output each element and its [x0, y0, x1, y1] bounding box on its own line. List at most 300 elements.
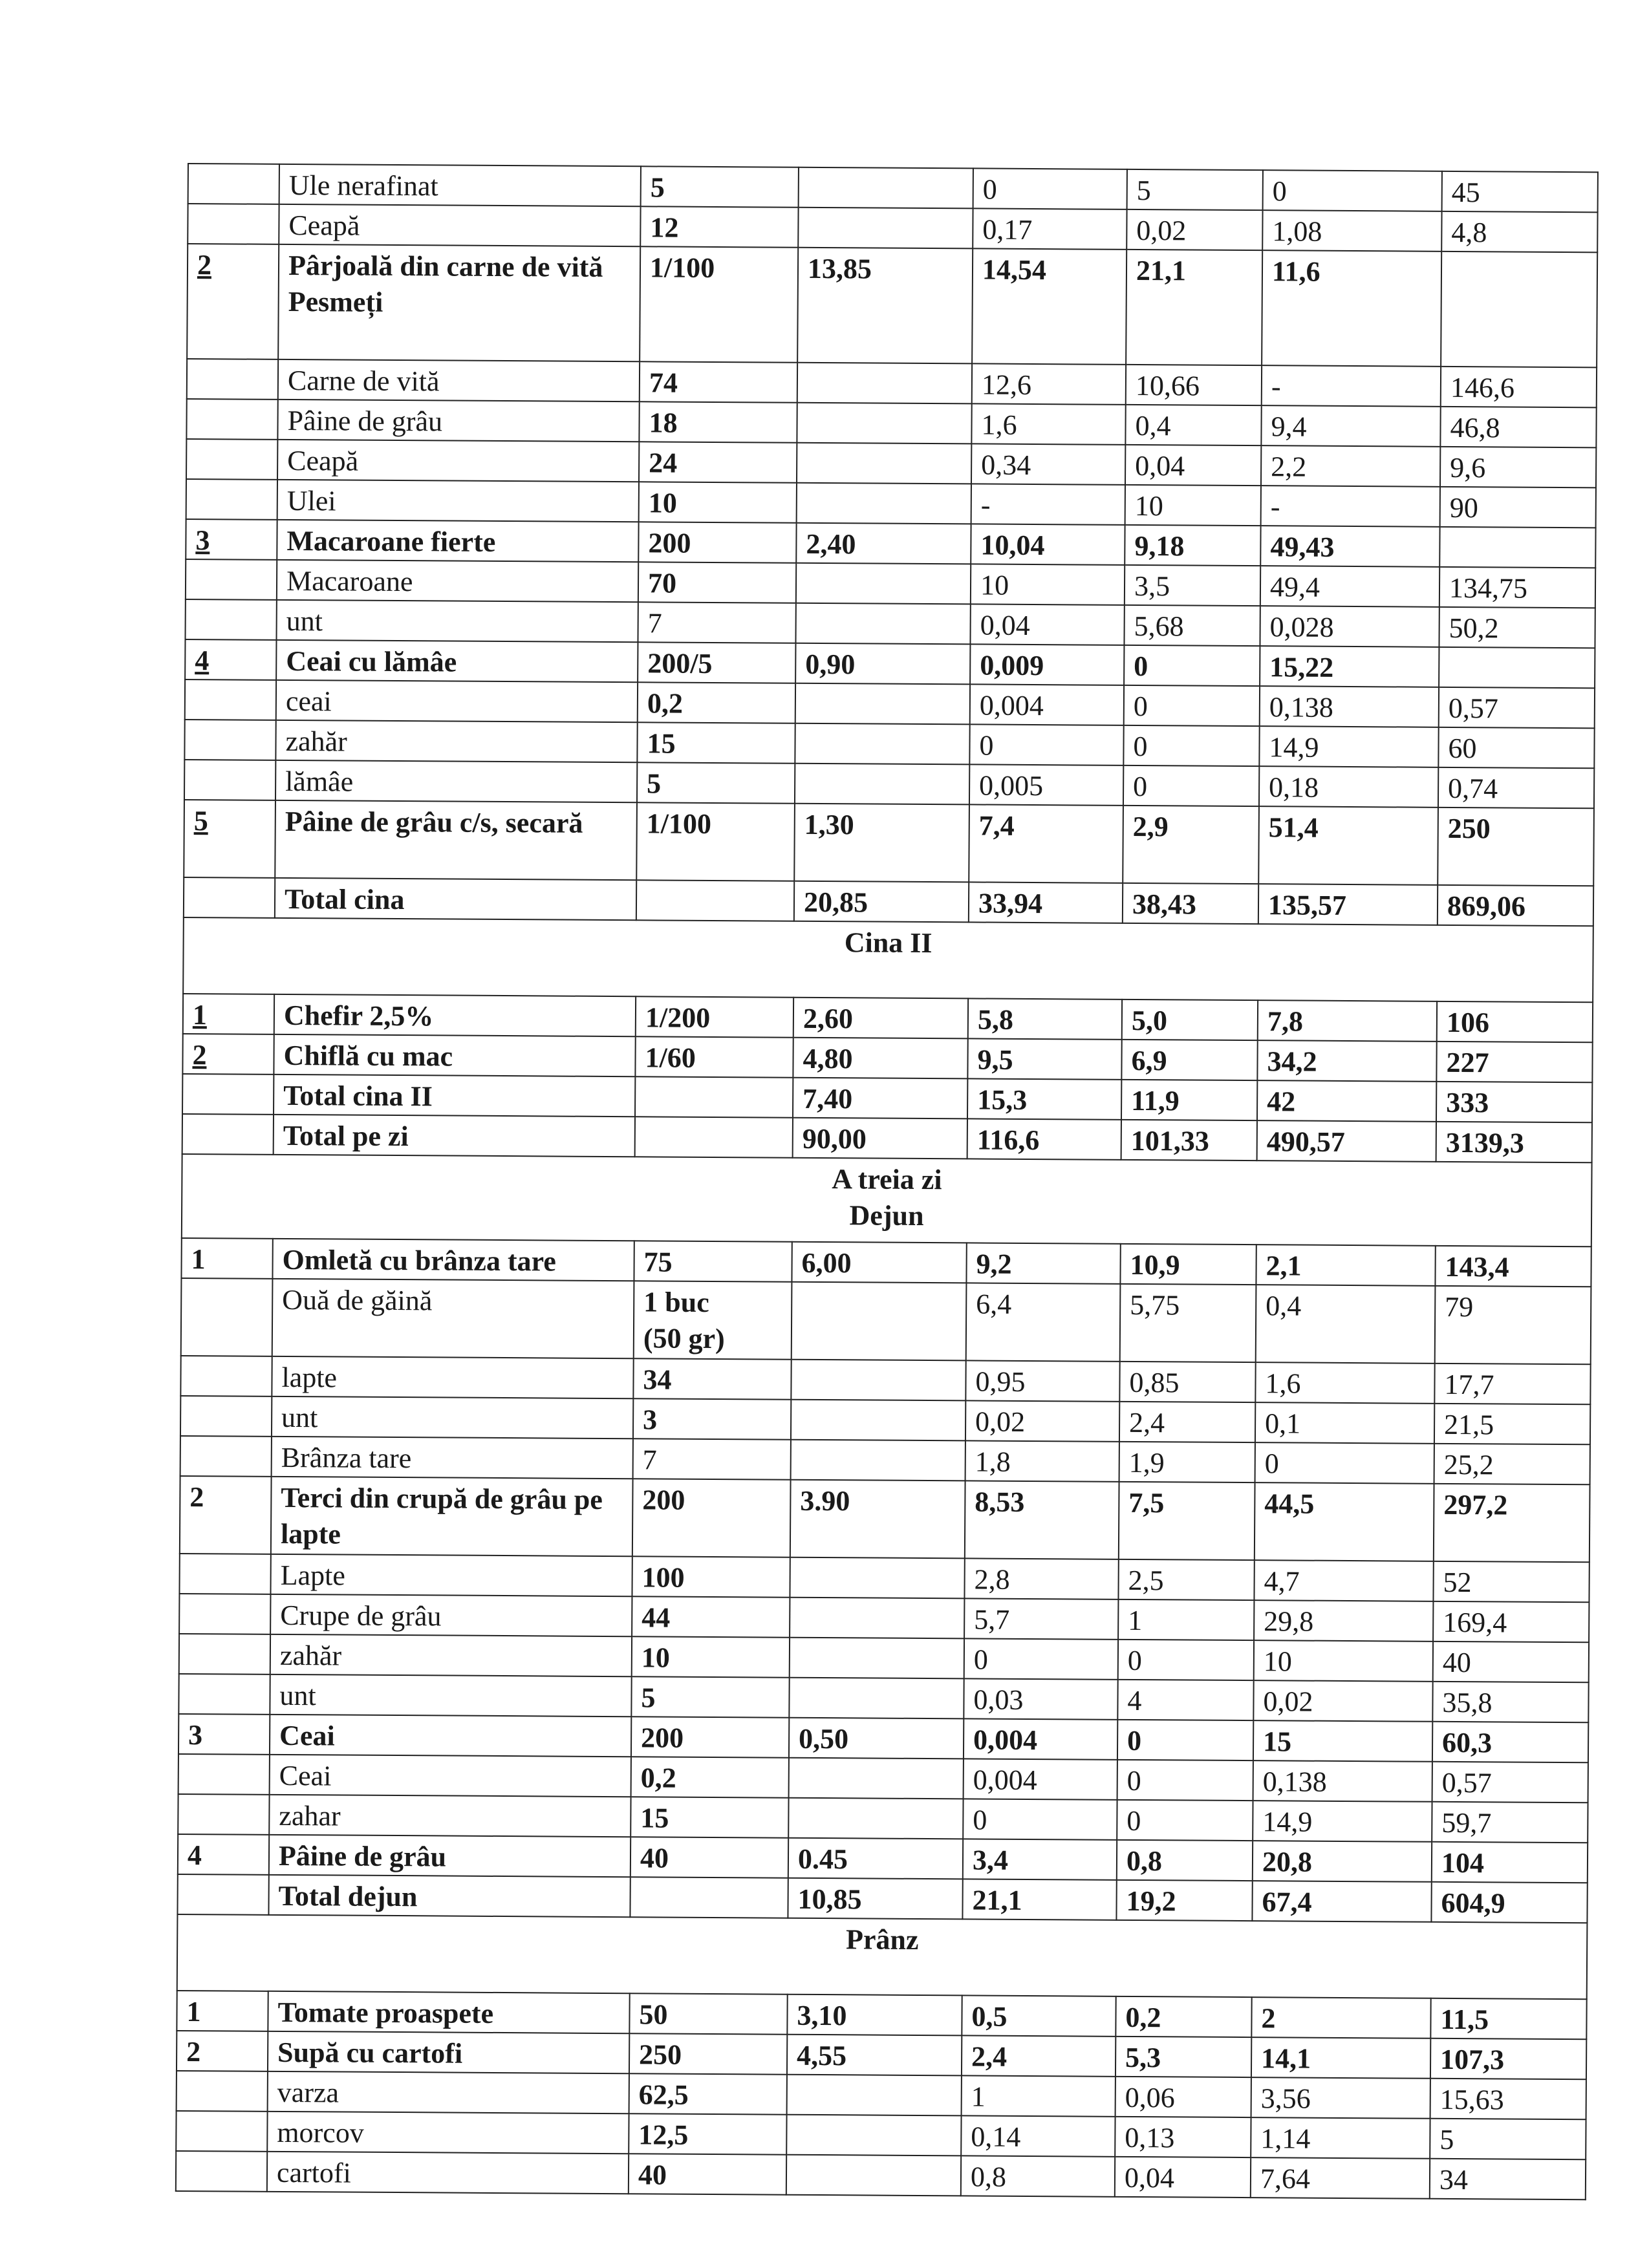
price-cell: 6,00 [792, 1242, 966, 1283]
proteins-cell: 0,004 [970, 684, 1124, 725]
item-name-cell: Macaroane [277, 560, 638, 602]
proteins-cell: 0,02 [965, 1400, 1119, 1441]
price-cell [790, 1557, 964, 1599]
quantity-cell: 5 [637, 762, 795, 803]
row-number-cell [187, 359, 278, 400]
glucides-cell: 7,64 [1251, 2157, 1430, 2199]
price-cell [797, 443, 971, 484]
item-name-cell: Pârjoală din carne de vită Pesmeți [278, 244, 640, 361]
row-number-cell [178, 1674, 270, 1715]
glucides-cell: 34,2 [1257, 1040, 1436, 1082]
row-number-cell [179, 1554, 270, 1594]
kcal-cell: 52 [1433, 1561, 1589, 1602]
table-row [187, 244, 1597, 367]
row-number-cell [181, 1278, 273, 1356]
row-number-cell [180, 1396, 272, 1437]
nutrition-table [175, 163, 1599, 2200]
lipids-cell: 2,5 [1118, 1559, 1254, 1600]
proteins-cell: 0,04 [970, 604, 1124, 645]
quantity-cell: 200 [638, 522, 796, 562]
glucides-cell: 0,028 [1260, 606, 1439, 647]
item-name-cell: Brânza tare [272, 1437, 633, 1479]
row-number-cell [178, 1754, 270, 1795]
proteins-cell: 0,17 [973, 208, 1126, 249]
proteins-cell: 0 [973, 168, 1127, 209]
glucides-cell: 9,4 [1261, 405, 1440, 447]
quantity-cell: 5 [631, 1676, 789, 1717]
glucides-cell: 0,138 [1260, 686, 1439, 727]
lipids-cell: 5,75 [1120, 1284, 1256, 1362]
price-cell [790, 1638, 964, 1679]
kcal-cell: 4,8 [1441, 211, 1597, 252]
row-number-cell [186, 439, 277, 480]
kcal-cell: 46,8 [1440, 407, 1596, 447]
kcal-cell: 15,63 [1430, 2079, 1586, 2119]
quantity-cell: 50 [629, 1993, 787, 2034]
quantity-cell: 0,2 [638, 682, 795, 723]
proteins-cell: 0,14 [961, 2115, 1115, 2156]
kcal-cell: 604,9 [1431, 1882, 1587, 1923]
quantity-cell: 12,5 [629, 2113, 786, 2154]
lipids-cell: 0,04 [1125, 445, 1261, 486]
proteins-cell: 0,009 [970, 644, 1124, 685]
row-number-cell [177, 2071, 268, 2112]
glucides-cell: 0,18 [1259, 766, 1438, 808]
quantity-cell: 3 [633, 1398, 791, 1439]
item-name-cell: unt [276, 600, 638, 642]
item-name-cell: lămâe [275, 760, 637, 802]
lipids-cell: 21,1 [1126, 250, 1262, 365]
lipids-cell: 4 [1117, 1680, 1253, 1720]
item-name-cell: Crupe de grâu [270, 1594, 632, 1636]
glucides-cell: 14,9 [1253, 1801, 1432, 1842]
price-cell: 20,85 [794, 881, 969, 923]
price-cell [791, 1400, 965, 1441]
proteins-cell: 5,7 [964, 1598, 1118, 1639]
item-name-cell: varza [268, 2071, 629, 2113]
price-cell: 3.90 [790, 1480, 965, 1559]
section-heading-row [177, 1914, 1588, 1999]
kcal-cell: 143,4 [1435, 1246, 1591, 1287]
row-number-cell [180, 1436, 272, 1477]
item-name-cell: Pâine de grâu [269, 1835, 630, 1877]
lipids-cell: 6,9 [1121, 1040, 1257, 1080]
glucides-cell: 0,4 [1256, 1285, 1436, 1364]
quantity-cell: 70 [638, 562, 796, 603]
row-number-cell [178, 1794, 269, 1835]
quantity-cell: 200 [632, 1479, 791, 1557]
proteins-cell: 10 [971, 564, 1125, 604]
kcal-cell: 297,2 [1434, 1484, 1590, 1562]
price-cell [787, 2075, 962, 2116]
row-number-cell [180, 1356, 272, 1396]
lipids-cell: 5,68 [1124, 605, 1260, 646]
section-heading: Cina II [183, 917, 1593, 1002]
lipids-cell: 0,85 [1119, 1362, 1255, 1402]
glucides-cell: 20,8 [1253, 1841, 1432, 1882]
glucides-cell: 44,5 [1255, 1482, 1434, 1561]
proteins-cell: 3,4 [963, 1839, 1117, 1879]
proteins-cell: 15,3 [967, 1078, 1121, 1119]
glucides-cell: 42 [1257, 1080, 1436, 1122]
section-heading-row [183, 917, 1593, 1002]
item-name-cell: Ceai [270, 1715, 631, 1757]
lipids-cell: 0,8 [1117, 1840, 1253, 1881]
price-cell: 2,60 [793, 998, 968, 1039]
item-name-cell: zahăr [270, 1634, 632, 1676]
price-cell: 3,10 [787, 1995, 962, 2036]
price-cell [791, 1360, 965, 1401]
quantity-cell: 5 [641, 166, 799, 207]
item-name-cell: Chiflă cu mac [274, 1034, 635, 1076]
row-number-cell: 2 [180, 1476, 272, 1554]
item-name-cell: ceai [276, 680, 638, 722]
item-name-cell: unt [270, 1674, 631, 1717]
proteins-cell: 1,6 [971, 403, 1125, 444]
item-name-cell: Tomate proaspete [268, 1991, 629, 2033]
proteins-cell: 1,8 [965, 1440, 1119, 1481]
glucides-cell: 29,8 [1254, 1600, 1433, 1642]
row-number-cell [177, 1874, 268, 1915]
quantity-cell: 44 [632, 1596, 790, 1637]
glucides-cell: 15 [1253, 1720, 1432, 1762]
proteins-cell: 12,6 [972, 363, 1126, 404]
proteins-cell: 21,1 [962, 1879, 1116, 1920]
row-number-cell [176, 2111, 267, 2152]
item-name-cell: Ouă de găină [272, 1279, 634, 1358]
item-name-cell: Macaroane fierte [277, 520, 638, 562]
table-row [181, 1278, 1591, 1364]
proteins-cell: 10,04 [971, 524, 1125, 564]
quantity-cell: 7 [638, 602, 795, 643]
lipids-cell: 10,66 [1126, 365, 1262, 405]
section-heading: A treia zi Dejun [182, 1154, 1592, 1246]
proteins-cell: 0,95 [965, 1360, 1119, 1401]
price-cell: 90,00 [793, 1118, 967, 1159]
row-number-cell [184, 877, 275, 918]
lipids-cell: 1 [1118, 1599, 1254, 1640]
lipids-cell: 10,9 [1120, 1244, 1256, 1285]
glucides-cell: 3,56 [1251, 2077, 1430, 2119]
row-number-cell: 1 [183, 994, 274, 1034]
price-cell [796, 563, 971, 604]
lipids-cell: 0 [1117, 1760, 1253, 1801]
quantity-cell [635, 1076, 793, 1117]
proteins-cell: 2,4 [962, 2035, 1116, 2076]
row-number-cell [184, 720, 275, 760]
table-row [176, 2151, 1586, 2199]
row-number-cell [176, 2151, 267, 2192]
item-name-cell: Pâine de grâu [277, 400, 639, 442]
lipids-cell: 0,4 [1125, 405, 1261, 445]
row-number-cell [182, 1074, 274, 1115]
item-name-cell: lapte [272, 1356, 633, 1398]
lipids-cell: 0 [1123, 765, 1259, 806]
lipids-cell: 10 [1125, 485, 1261, 526]
kcal-cell: 90 [1440, 487, 1596, 528]
quantity-cell [636, 880, 794, 921]
kcal-cell: 869,06 [1438, 885, 1593, 926]
lipids-cell: 5 [1127, 169, 1263, 210]
price-cell [799, 167, 973, 209]
item-name-cell: Ule nerafinat [279, 164, 641, 206]
item-name-cell: morcov [267, 2112, 629, 2154]
row-number-cell [179, 1594, 270, 1634]
lipids-cell: 7,5 [1119, 1482, 1255, 1560]
kcal-cell: 34 [1430, 2159, 1586, 2199]
kcal-cell: 45 [1442, 171, 1598, 212]
quantity-cell: 40 [629, 2154, 786, 2194]
quantity-cell: 75 [634, 1241, 792, 1281]
glucides-cell: 0,02 [1253, 1680, 1432, 1722]
price-cell [789, 1678, 964, 1719]
item-name-cell: Ceapă [279, 204, 640, 246]
item-name-cell: Total cina II [274, 1075, 635, 1117]
glucides-cell: 15,22 [1260, 646, 1439, 687]
glucides-cell: 1,08 [1262, 210, 1441, 251]
kcal-cell: 106 [1437, 1001, 1593, 1042]
kcal-cell: 0,74 [1438, 767, 1594, 808]
proteins-cell: 0,8 [961, 2156, 1115, 2196]
row-number-cell: 5 [184, 800, 275, 878]
row-number-cell: 2 [177, 2031, 268, 2071]
lipids-cell: 0,06 [1116, 2077, 1251, 2117]
glucides-cell: 1,14 [1251, 2117, 1430, 2159]
lipids-cell: 0,04 [1115, 2157, 1251, 2198]
glucides-cell: 14,9 [1259, 726, 1438, 767]
row-number-cell [179, 1634, 270, 1674]
item-name-cell: Ulei [277, 480, 639, 522]
item-name-cell: Omletă cu brânza tare [272, 1239, 634, 1281]
quantity-cell: 15 [637, 722, 795, 763]
quantity-cell: 100 [632, 1556, 790, 1597]
price-cell [795, 764, 969, 805]
kcal-cell: 250 [1438, 808, 1594, 886]
kcal-cell: 0,57 [1432, 1762, 1588, 1803]
lipids-cell: 101,33 [1121, 1120, 1257, 1161]
quantity-cell: 200 [631, 1717, 789, 1757]
glucides-cell: 0 [1263, 170, 1442, 211]
proteins-cell: 0 [963, 1799, 1117, 1839]
item-name-cell: Ceai [270, 1755, 631, 1797]
item-name-cell: Total cina [275, 878, 636, 920]
lipids-cell: 0 [1124, 685, 1260, 726]
price-cell: 0,90 [795, 643, 970, 685]
kcal-cell: 227 [1436, 1042, 1592, 1082]
quantity-cell: 40 [630, 1837, 788, 1878]
price-cell [789, 1758, 964, 1799]
row-number-cell [188, 164, 279, 204]
proteins-cell: 0,03 [964, 1678, 1117, 1719]
proteins-cell: - [971, 484, 1125, 524]
kcal-cell: 333 [1436, 1082, 1592, 1122]
lipids-cell: 9,18 [1125, 525, 1260, 566]
quantity-cell: 1 buc (50 gr) [634, 1281, 792, 1359]
price-cell [786, 2155, 961, 2196]
proteins-cell: 0,004 [964, 1718, 1117, 1759]
item-name-cell: Ceai cu lămâe [276, 640, 638, 682]
item-name-cell: cartofi [267, 2152, 629, 2194]
lipids-cell: 0,02 [1126, 209, 1262, 250]
table-row [180, 1476, 1590, 1562]
row-number-cell [185, 679, 276, 720]
quantity-cell: 18 [639, 401, 797, 442]
kcal-cell: 60,3 [1432, 1722, 1588, 1762]
kcal-cell: 9,6 [1440, 447, 1596, 487]
proteins-cell: 1 [962, 2075, 1116, 2116]
glucides-cell: 0,1 [1255, 1402, 1434, 1444]
item-name-cell: Ceapă [277, 440, 639, 482]
row-number-cell [186, 399, 277, 440]
kcal-cell: 50,2 [1439, 607, 1595, 648]
kcal-cell: 11,5 [1430, 1998, 1586, 2039]
section-heading: Prânz [177, 1914, 1588, 1999]
section-heading-row [182, 1154, 1592, 1246]
price-cell: 1,30 [794, 804, 969, 883]
item-name-cell: Terci din crupă de grâu pe lapte [271, 1477, 633, 1556]
row-number-cell: 4 [185, 639, 276, 680]
price-cell [786, 2115, 961, 2156]
glucides-cell: - [1261, 486, 1440, 527]
proteins-cell: 0,004 [964, 1759, 1117, 1799]
item-name-cell: Carne de vită [278, 359, 640, 401]
row-number-cell: 2 [187, 244, 279, 359]
lipids-cell: 0 [1117, 1720, 1253, 1760]
row-number-cell: 3 [186, 519, 277, 560]
proteins-cell: 9,5 [967, 1038, 1121, 1079]
quantity-cell: 1/100 [640, 246, 798, 362]
proteins-cell: 0 [969, 724, 1123, 765]
quantity-cell: 10 [632, 1636, 790, 1677]
row-number-cell [188, 204, 279, 244]
kcal-cell: 60 [1438, 727, 1594, 768]
glucides-cell: 0,138 [1253, 1760, 1432, 1802]
glucides-cell: 2 [1251, 1997, 1430, 2038]
quantity-cell: 250 [629, 2033, 787, 2074]
quantity-cell: 1/200 [636, 996, 793, 1037]
item-name-cell: Total pe zi [274, 1115, 635, 1157]
lipids-cell: 0 [1124, 645, 1260, 686]
proteins-cell: 6,4 [966, 1283, 1121, 1361]
kcal-cell: 0,57 [1439, 687, 1595, 728]
price-cell: 4,80 [793, 1038, 967, 1079]
table-row [184, 800, 1594, 886]
item-name-cell: Pâine de grâu c/s, secară [275, 800, 637, 880]
row-number-cell [186, 479, 277, 520]
quantity-cell: 62,5 [629, 2073, 787, 2114]
glucides-cell: 67,4 [1252, 1881, 1431, 1922]
item-name-cell: Total dejun [268, 1875, 630, 1917]
glucides-cell: 7,8 [1258, 1000, 1437, 1042]
price-cell: 13,85 [797, 248, 973, 364]
item-name-cell: zahăr [275, 720, 637, 762]
kcal-cell: 59,7 [1432, 1802, 1588, 1843]
kcal-cell [1441, 251, 1597, 367]
price-cell [795, 683, 970, 725]
price-cell: 4,55 [787, 2035, 962, 2076]
glucides-cell: 0 [1255, 1442, 1434, 1484]
row-number-cell: 3 [178, 1714, 270, 1755]
lipids-cell: 2,9 [1123, 806, 1259, 884]
glucides-cell: 14,1 [1251, 2037, 1430, 2079]
quantity-cell: 24 [639, 442, 797, 482]
glucides-cell: 10 [1254, 1640, 1433, 1682]
glucides-cell: 135,57 [1258, 884, 1438, 925]
proteins-cell: 33,94 [969, 882, 1123, 923]
lipids-cell: 19,2 [1116, 1880, 1252, 1921]
row-number-cell: 2 [182, 1034, 274, 1075]
lipids-cell: 0,2 [1116, 1996, 1251, 2037]
quantity-cell: 7 [633, 1439, 791, 1479]
price-cell [792, 1282, 967, 1361]
item-name-cell: unt [272, 1396, 633, 1439]
proteins-cell: 0,34 [971, 444, 1125, 484]
kcal-cell: 5 [1430, 2119, 1586, 2159]
quantity-cell [630, 1877, 788, 1918]
kcal-cell: 3139,3 [1436, 1122, 1592, 1162]
item-name-cell: Lapte [270, 1554, 632, 1596]
glucides-cell: 2,2 [1261, 445, 1440, 487]
kcal-cell: 21,5 [1434, 1404, 1590, 1444]
price-cell: 0.45 [788, 1838, 963, 1879]
proteins-cell: 7,4 [969, 804, 1123, 883]
price-cell [788, 1798, 963, 1839]
kcal-cell: 17,7 [1434, 1364, 1590, 1404]
kcal-cell [1439, 527, 1595, 568]
quantity-cell: 12 [640, 206, 798, 247]
lipids-cell: 2,4 [1119, 1402, 1255, 1442]
price-cell [790, 1598, 964, 1639]
lipids-cell: 0 [1118, 1640, 1254, 1680]
price-cell [797, 363, 972, 404]
glucides-cell: 49,43 [1260, 526, 1439, 567]
kcal-cell: 40 [1433, 1642, 1589, 1682]
item-name-cell: Supă cu cartofi [268, 2031, 629, 2073]
price-cell [791, 1440, 965, 1481]
proteins-cell: 116,6 [967, 1118, 1121, 1159]
row-number-cell: 1 [181, 1238, 272, 1279]
price-cell [797, 483, 971, 524]
price-cell: 0,50 [789, 1718, 964, 1759]
item-name-cell: Chefir 2,5% [274, 994, 636, 1036]
proteins-cell: 0 [964, 1638, 1118, 1679]
row-number-cell: 4 [178, 1834, 269, 1875]
quantity-cell: 34 [633, 1358, 791, 1399]
proteins-cell: 8,53 [965, 1481, 1119, 1559]
proteins-cell: 5,8 [968, 998, 1122, 1039]
glucides-cell: 49,4 [1260, 566, 1439, 607]
price-cell: 2,40 [796, 523, 971, 564]
kcal-cell: 35,8 [1432, 1682, 1588, 1722]
lipids-cell: 38,43 [1123, 883, 1258, 924]
lipids-cell: 5,3 [1116, 2037, 1251, 2077]
quantity-cell: 0,2 [631, 1757, 789, 1797]
proteins-cell: 0,005 [969, 764, 1123, 805]
lipids-cell: 0,13 [1115, 2117, 1251, 2157]
price-cell [798, 208, 973, 249]
price-cell [797, 403, 971, 444]
price-cell: 10,85 [788, 1878, 962, 1920]
quantity-cell: 74 [640, 361, 797, 402]
row-number-cell [184, 760, 275, 800]
row-number-cell: 1 [177, 1991, 268, 2031]
quantity-cell: 10 [639, 482, 797, 522]
glucides-cell: - [1262, 365, 1441, 407]
lipids-cell: 11,9 [1121, 1080, 1257, 1120]
quantity-cell [635, 1117, 793, 1157]
kcal-cell: 134,75 [1439, 567, 1595, 608]
glucides-cell: 4,7 [1254, 1560, 1433, 1601]
